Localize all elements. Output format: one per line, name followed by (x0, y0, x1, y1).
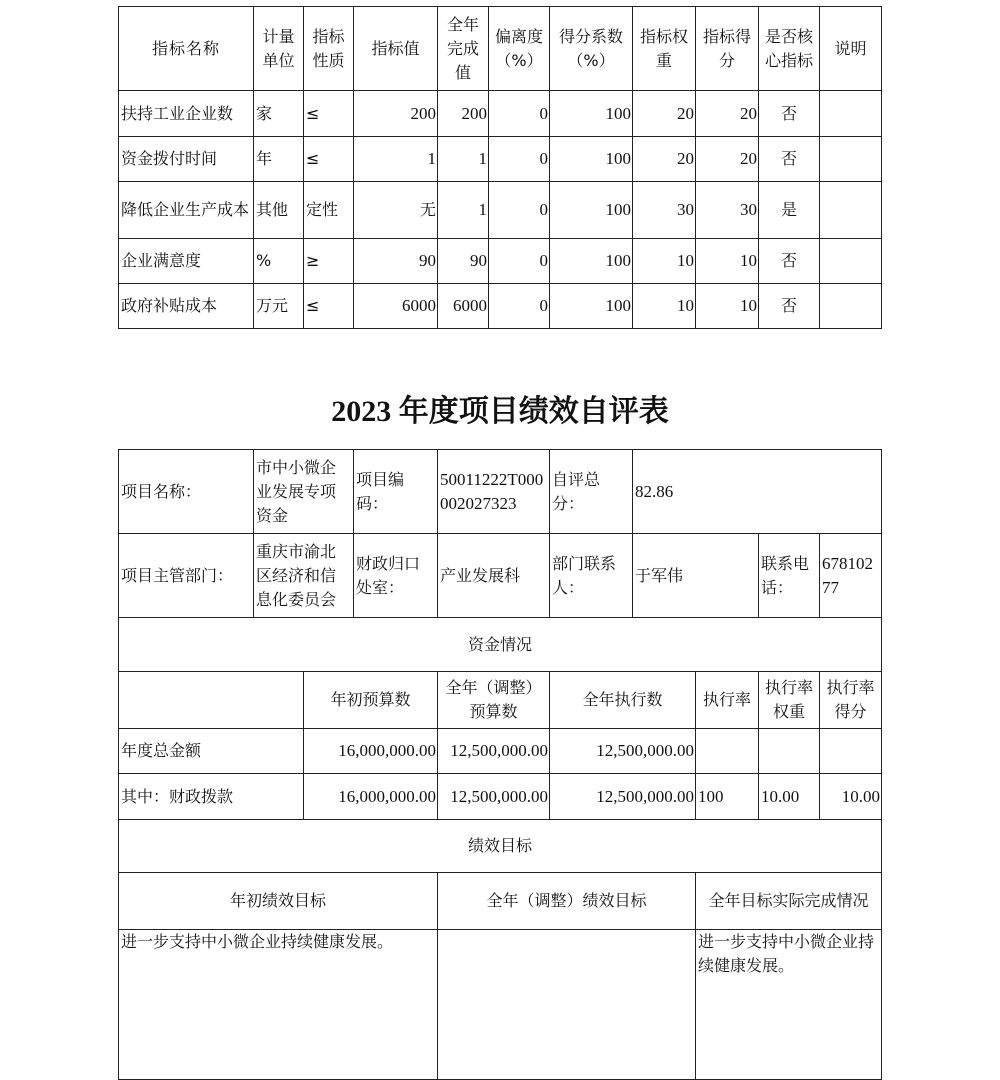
office-value: 产业发展科 (438, 534, 550, 618)
project-name-value: 市中小微企业发展专项资金 (254, 450, 354, 534)
indicator-target: 200 (354, 91, 438, 137)
goals-header-initial: 年初绩效目标 (119, 873, 438, 930)
table-row (119, 729, 882, 774)
goal-actual: 进一步支持中小微企业持续健康发展。 (696, 930, 882, 1080)
office-label: 财政归口处室： (354, 534, 438, 618)
header-actual: 全年完成值 (438, 7, 489, 91)
indicator-weight: 20 (633, 137, 696, 182)
indicator-score: 30 (696, 182, 759, 239)
funds-header-rate: 执行率 (696, 672, 759, 729)
funds-adjusted: 12,500,000.00 (438, 774, 550, 820)
department-value: 重庆市渝北区经济和信息化委员会 (254, 534, 354, 618)
indicator-weight: 10 (633, 284, 696, 329)
funds-header-rate-score: 执行率得分 (820, 672, 882, 729)
indicator-note (820, 239, 882, 284)
funds-adjusted: 12,500,000.00 (438, 729, 550, 774)
indicator-actual: 200 (438, 91, 489, 137)
indicator-name: 政府补贴成本 (119, 284, 254, 329)
indicator-core: 否 (759, 239, 820, 284)
indicator-table (118, 6, 882, 329)
indicator-note (820, 284, 882, 329)
indicator-nature: ≤ (304, 284, 354, 329)
indicator-actual: 1 (438, 137, 489, 182)
goals-row (119, 930, 882, 1080)
funds-header-rate-weight: 执行率权重 (759, 672, 820, 729)
funds-row-label: 年度总金额 (119, 729, 304, 774)
indicator-target: 1 (354, 137, 438, 182)
indicator-score: 10 (696, 239, 759, 284)
funds-header-initial: 年初预算数 (304, 672, 438, 729)
department-label: 项目主管部门： (119, 534, 254, 618)
indicator-actual: 1 (438, 182, 489, 239)
department-row (119, 534, 882, 618)
indicator-target: 6000 (354, 284, 438, 329)
indicator-unit: 年 (254, 137, 304, 182)
funds-initial: 16,000,000.00 (304, 729, 438, 774)
goals-header-row (119, 873, 882, 930)
indicator-deviation: 0 (489, 91, 550, 137)
funds-rate (696, 729, 759, 774)
table-row (119, 284, 882, 329)
indicator-deviation: 0 (489, 239, 550, 284)
contact-label: 部门联系人： (550, 534, 633, 618)
indicator-unit: 家 (254, 91, 304, 137)
funds-initial: 16,000,000.00 (304, 774, 438, 820)
header-unit: 计量单位 (254, 7, 304, 91)
indicator-coef: 100 (550, 91, 633, 137)
indicator-note (820, 91, 882, 137)
indicator-name: 降低企业生产成本 (119, 182, 254, 239)
indicator-unit: 万元 (254, 284, 304, 329)
funds-rate-weight (759, 729, 820, 774)
indicator-unit: 其他 (254, 182, 304, 239)
indicator-nature: ≤ (304, 137, 354, 182)
funds-header-adjusted: 全年（调整）预算数 (438, 672, 550, 729)
funds-rate-score (820, 729, 882, 774)
header-coef: 得分系数（%） (550, 7, 633, 91)
header-target: 指标值 (354, 7, 438, 91)
funds-header-executed: 全年执行数 (550, 672, 696, 729)
indicator-name: 扶持工业企业数 (119, 91, 254, 137)
table-row (119, 182, 882, 239)
goals-section-row (119, 820, 882, 873)
project-code-value: 50011222T000002027323 (438, 450, 550, 534)
goals-section-title: 绩效目标 (119, 820, 882, 873)
goals-header-actual: 全年目标实际完成情况 (696, 873, 882, 930)
project-code-label: 项目编码： (354, 450, 438, 534)
funds-row-label: 其中：财政拨款 (119, 774, 304, 820)
funds-rate-score: 10.00 (820, 774, 882, 820)
goal-initial: 进一步支持中小微企业持续健康发展。 (119, 930, 438, 1080)
indicator-deviation: 0 (489, 284, 550, 329)
indicator-score: 20 (696, 137, 759, 182)
indicator-nature: ≥ (304, 239, 354, 284)
header-core: 是否核心指标 (759, 7, 820, 91)
funds-executed: 12,500,000.00 (550, 729, 696, 774)
funds-rate-weight: 10.00 (759, 774, 820, 820)
project-name-label: 项目名称： (119, 450, 254, 534)
phone-label: 联系电话： (759, 534, 820, 618)
indicator-weight: 30 (633, 182, 696, 239)
table-row (119, 774, 882, 820)
indicator-actual: 6000 (438, 284, 489, 329)
indicator-note (820, 137, 882, 182)
indicator-weight: 20 (633, 91, 696, 137)
funds-executed: 12,500,000.00 (550, 774, 696, 820)
indicator-core: 否 (759, 91, 820, 137)
indicator-target: 90 (354, 239, 438, 284)
indicator-deviation: 0 (489, 137, 550, 182)
funds-section-title: 资金情况 (119, 618, 882, 672)
indicator-nature: 定性 (304, 182, 354, 239)
indicator-score: 10 (696, 284, 759, 329)
table-row (119, 137, 882, 182)
header-weight: 指标权重 (633, 7, 696, 91)
indicator-header-row (119, 7, 882, 91)
indicator-name: 企业满意度 (119, 239, 254, 284)
header-note: 说明 (820, 7, 882, 91)
header-nature: 指标性质 (304, 7, 354, 91)
goals-header-adjusted: 全年（调整）绩效目标 (438, 873, 696, 930)
indicator-coef: 100 (550, 284, 633, 329)
indicator-coef: 100 (550, 239, 633, 284)
indicator-name: 资金拨付时间 (119, 137, 254, 182)
score-label: 自评总分： (550, 450, 633, 534)
indicator-target: 无 (354, 182, 438, 239)
table-row (119, 239, 882, 284)
project-info-row (119, 450, 882, 534)
indicator-weight: 10 (633, 239, 696, 284)
indicator-note (820, 182, 882, 239)
indicator-core: 是 (759, 182, 820, 239)
indicator-coef: 100 (550, 182, 633, 239)
indicator-actual: 90 (438, 239, 489, 284)
funds-rate: 100 (696, 774, 759, 820)
phone-value: 67810277 (820, 534, 882, 618)
evaluation-table (118, 449, 882, 1080)
funds-header-row (119, 672, 882, 729)
indicator-core: 否 (759, 137, 820, 182)
indicator-unit: % (254, 239, 304, 284)
score-value: 82.86 (633, 450, 882, 534)
funds-section-row (119, 618, 882, 672)
indicator-score: 20 (696, 91, 759, 137)
indicator-coef: 100 (550, 137, 633, 182)
header-score: 指标得分 (696, 7, 759, 91)
table-row (119, 91, 882, 137)
indicator-nature: ≤ (304, 91, 354, 137)
contact-value: 于军伟 (633, 534, 759, 618)
funds-header-blank (119, 672, 304, 729)
header-deviation: 偏离度（%） (489, 7, 550, 91)
page-title: 2023 年度项目绩效自评表 (331, 395, 669, 428)
header-indicator-name: 指标名称 (119, 7, 254, 91)
goal-adjusted (438, 930, 696, 1080)
indicator-core: 否 (759, 284, 820, 329)
indicator-deviation: 0 (489, 182, 550, 239)
